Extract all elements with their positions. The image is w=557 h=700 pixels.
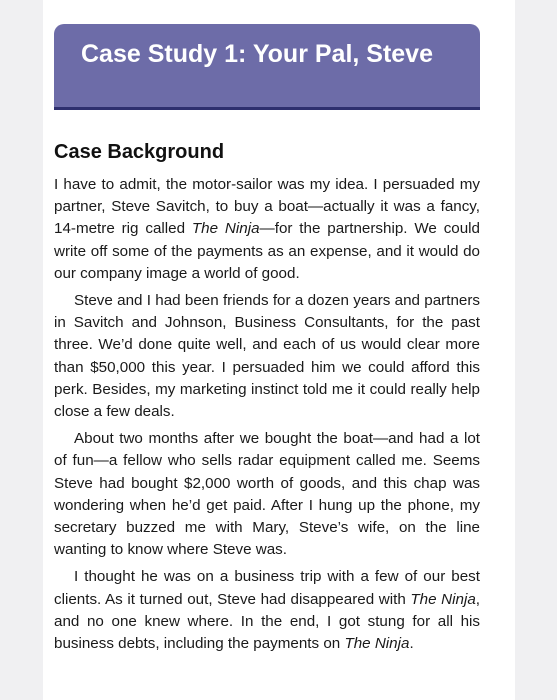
case-background-text	[54, 174, 480, 660]
paragraph-1-text-a: I have to admit, the motor-sailor was my idea. I persuaded my partner, Steve Savitch, to buy a boat—actually it was a fancy, 14-metre rig called	[54, 176, 480, 238]
boat-name: The Ninja	[191, 220, 260, 238]
document-page	[43, 0, 515, 700]
case-study-banner	[54, 24, 480, 110]
paragraph-4-text-c: , and no one knew where. In the end, I got stung for all his business debts, including the payments on	[54, 590, 480, 653]
boat-name: The Ninja	[410, 590, 476, 608]
section-heading: Case Background	[54, 141, 225, 163]
paragraph-4-text-e: .	[409, 635, 414, 653]
paragraph-4	[54, 566, 480, 655]
paragraph-2: Steve and I had been friends for a dozen years and partners in Savitch and Johnson, Business Consultants, for the past three. We’d done quite well, and each of us would clear more than $50,000 this year. I persuaded him we could afford this perk. Besides, my marketing instinct told me it could really help close a few deals.	[54, 292, 480, 421]
paragraph-3: About two months after we bought the boat—and had a lot of fun—a fellow who sells radar equipment called me. Seems Steve had bought $2,000 worth of goods, and this chap was wondering when he’d get paid. After I hung up the phone, my secretary buzzed me with Mary, Steve’s wife, on the line wanting to know where Steve was.	[54, 430, 480, 559]
boat-name: The Ninja	[344, 635, 410, 653]
case-study-title: Case Study 1: Your Pal, Steve	[81, 40, 433, 68]
paragraph-1-text-c: —for the partnership. We could write off some of the payments as an expense, and it would do our company image a world of good.	[54, 220, 481, 282]
paragraph-1	[54, 174, 480, 285]
paragraph-4-text-a: I thought he was on a business trip with a few of our best clients. As it turned out, Steve had disappeared with	[54, 568, 480, 608]
